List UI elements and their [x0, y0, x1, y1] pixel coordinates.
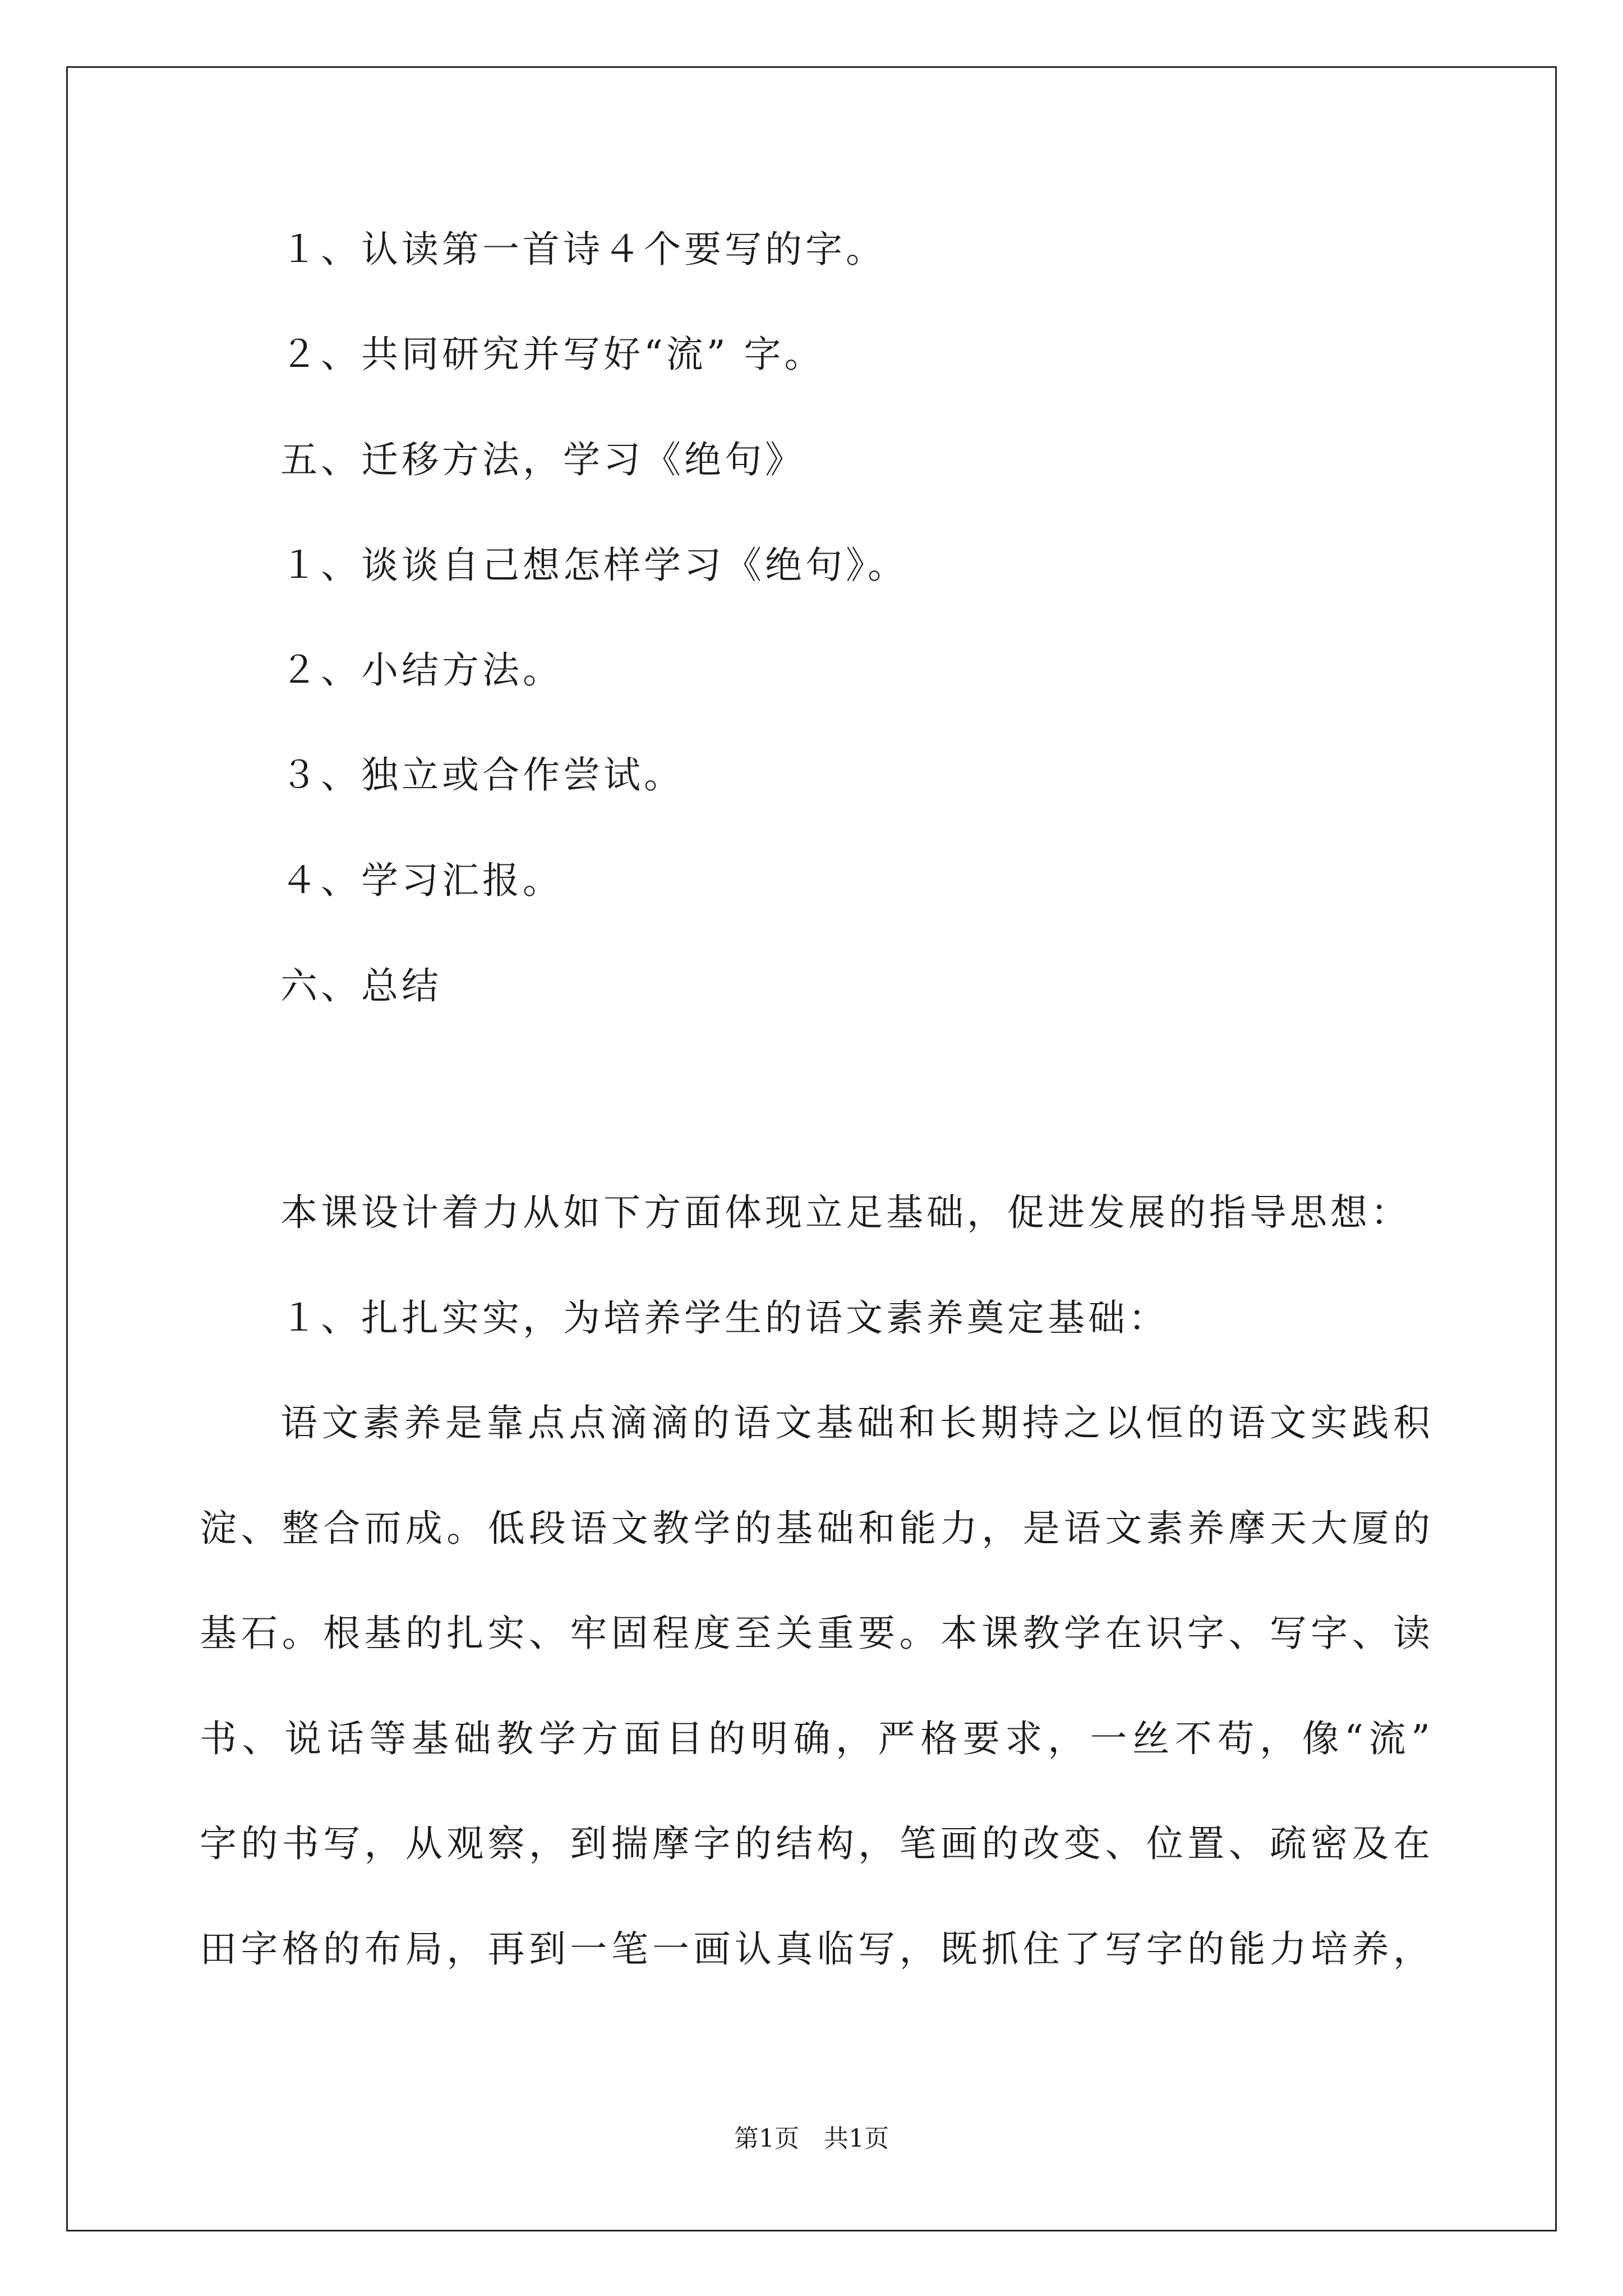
paragraph-line-2: 淀、整合而成。低段语文教学的基础和能力，是语文素养摩天大厦的 — [200, 1507, 1433, 1550]
step-1-recognize-characters: １、认读第一首诗４个要写的字。 — [280, 228, 886, 271]
section-heading-6: 六、总结 — [280, 964, 442, 1007]
point-1-heading: １、扎扎实实，为培养学生的语文素养奠定基础： — [280, 1296, 1169, 1340]
step-3-try: ３、独立或合作尝试。 — [280, 753, 684, 797]
page-border — [66, 66, 1557, 2231]
step-4-report: ４、学习汇报。 — [280, 859, 563, 902]
summary-intro: 本课设计着力从如下方面体现立足基础，促进发展的指导思想： — [280, 1191, 1411, 1234]
paragraph-line-3: 基石。根基的扎实、牢固程度至关重要。本课教学在识字、写字、读 — [200, 1612, 1433, 1655]
paragraph-line-5: 字的书写，从观察，到揣摩字的结构，笔画的改变、位置、疏密及在 — [200, 1822, 1433, 1865]
step-2-summarize: ２、小结方法。 — [280, 648, 563, 692]
step-1-discuss-method: １、谈谈自己想怎样学习《绝句》。 — [280, 544, 908, 587]
paragraph-line-1: 语文素养是靠点点滴滴的语文基础和长期持之以恒的语文实践积 — [280, 1401, 1433, 1444]
paragraph-line-6: 田字格的布局，再到一笔一画认真临写，既抓住了写字的能力培养， — [200, 1927, 1433, 1971]
step-2-write-liu: ２、共同研究并写好“流” 字。 — [280, 333, 825, 376]
section-heading-5: 五、迁移方法，学习《绝句》 — [280, 438, 805, 481]
paragraph-line-4: 书、说话等基础教学方面目的明确，严格要求，一丝不苟，像“流” — [200, 1717, 1433, 1760]
page-footer: 第1页 共1页 — [734, 2124, 889, 2153]
